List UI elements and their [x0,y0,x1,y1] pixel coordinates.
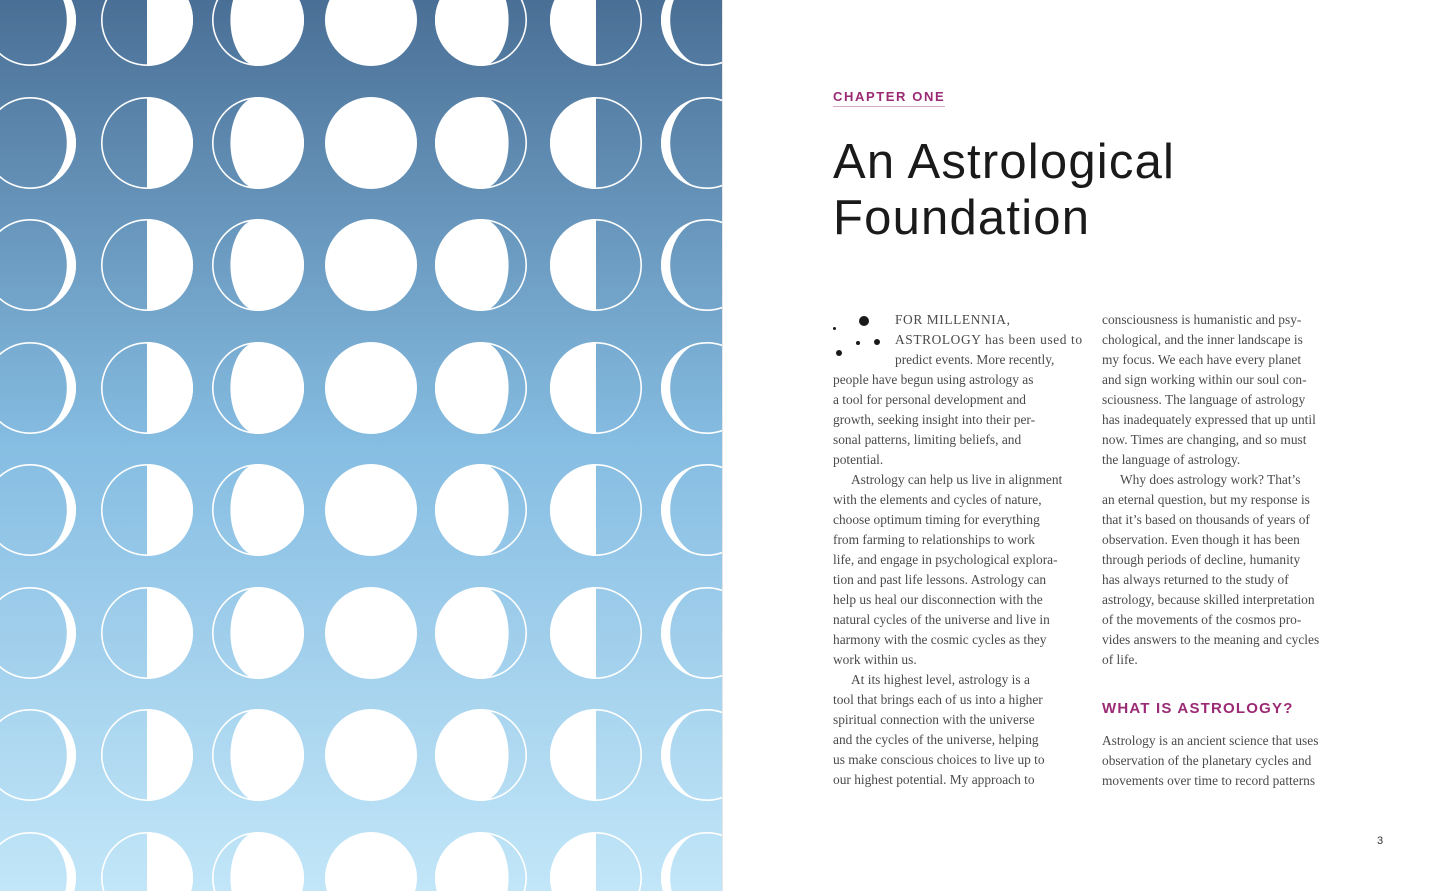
text-line: observation. Even though it has been [1102,532,1300,547]
chapter-label: CHAPTER ONE [833,89,945,107]
moon-full-icon [325,97,417,189]
text-line: natural cycles of the universe and live in [833,612,1050,627]
text-line: tool that brings each of us into a higher [833,692,1043,707]
text-line: Astrology can help us live in alignment [851,472,1063,487]
text-line: harmony with the cosmic cycles as they [833,632,1047,647]
text-line: astrology, because skilled interpretation [1102,592,1315,607]
text-line: chological, and the inner landscape is [1102,332,1303,347]
title-line-1: An Astrological [833,135,1176,189]
moon-full-icon [325,342,417,434]
text-line: my focus. We each have every planet [1102,352,1302,367]
moon-full-icon [325,709,417,801]
text-line: growth, seeking insight into their per- [833,412,1036,427]
page-number: 3 [1377,835,1384,847]
text-line: sonal patterns, limiting beliefs, and [833,432,1022,447]
moon-full-icon [325,219,417,311]
text-line: Why does astrology work? That’s [1120,472,1301,487]
text-line: work within us. [833,652,917,667]
text-line: has inadequately expressed that up until [1102,412,1316,427]
title-line-2: Foundation [833,191,1091,245]
text-line: of life. [1102,652,1138,667]
text-line: predict events. More recently, [895,352,1055,367]
text-line: help us heal our disconnection with the [833,592,1043,607]
text-line: people have begun using astrology as [833,372,1034,387]
text-line: an eternal question, but my response is [1102,492,1310,507]
text-line: a tool for personal development and [833,392,1026,407]
text-line: of the movements of the cosmos pro- [1102,612,1302,627]
chapter-title [833,134,1175,246]
text-line: movements over time to record patterns [1102,773,1316,788]
text-line: from farming to relationships to work [833,532,1035,547]
text-line: spiritual connection with the universe [833,712,1035,727]
text-line: with the elements and cycles of nature, [833,492,1042,507]
text-line: has always returned to the study of [1102,572,1289,587]
text-line: that it’s based on thousands of years of [1102,512,1310,527]
text-line: choose optimum timing for everything [833,512,1040,527]
text-line: and sign working within our soul con- [1102,372,1307,387]
text-line: observation of the planetary cycles and [1102,753,1312,768]
section-heading: WHAT IS ASTROLOGY? [1102,700,1294,717]
text-line: FOR MILLENNIA, [895,312,1011,327]
text-line: Astrology is an ancient science that uses [1102,733,1319,748]
text-line: our highest potential. My approach to [833,772,1035,787]
text-line: us make conscious choices to live up to [833,752,1045,767]
text-line: now. Times are changing, and so must [1102,432,1307,447]
text-line: At its highest level, astrology is a [851,672,1030,687]
text-line: the language of astrology. [1102,452,1241,467]
moon-full-icon [325,587,417,679]
text-line: ASTROLOGY has been used to [895,332,1083,347]
text-line: through periods of decline, humanity [1102,552,1301,567]
text-line: and the cycles of the universe, helping [833,732,1039,747]
text-line: potential. [833,452,884,467]
moon-full-icon [325,464,417,556]
text-line: vides answers to the meaning and cycles [1102,632,1320,647]
text-line: life, and engage in psychological explora- [833,552,1058,567]
moon-phases-illustration [0,0,722,891]
text-line: tion and past life lessons. Astrology can [833,572,1047,587]
text-line: consciousness is humanistic and psy- [1102,312,1302,327]
text-line: sciousness. The language of astrology [1102,392,1306,407]
